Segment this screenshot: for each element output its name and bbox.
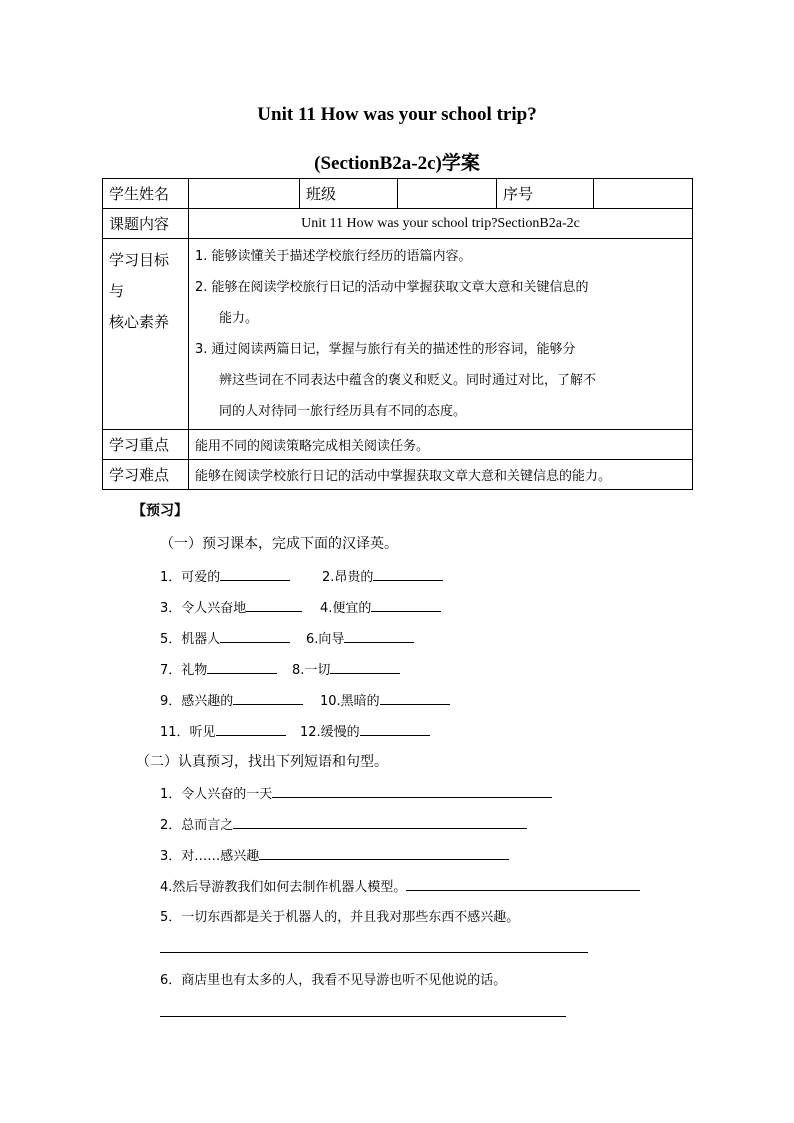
answer-line[interactable] xyxy=(160,1016,566,1017)
objective-line: 1. 能够读懂关于描述学校旅行经历的语篇内容。 xyxy=(195,249,472,264)
answer-blank[interactable] xyxy=(373,565,443,581)
vocab-item: 1．可爱的 xyxy=(160,565,290,585)
page-subtitle: (SectionB2a-2c)学案 xyxy=(314,153,480,174)
answer-blank[interactable] xyxy=(233,813,527,829)
part2-title: （二）认真预习，找出下列短语和句型。 xyxy=(136,754,388,770)
phrase-item: 4.然后导游教我们如何去制作机器人模型。 xyxy=(160,875,640,895)
objectives-list xyxy=(189,239,693,430)
part1-title: （一）预习课本，完成下面的汉译英。 xyxy=(160,536,398,552)
vocab-item: 9．感兴趣的 xyxy=(160,689,303,709)
answer-blank[interactable] xyxy=(207,658,277,674)
answer-blank[interactable] xyxy=(220,565,290,581)
phrase-item: 6．商店里也有太多的人，我看不见导游也听不见他说的话。 xyxy=(160,973,507,988)
vocab-item: 5．机器人 xyxy=(160,627,290,647)
vocab-item: 10.黑暗的 xyxy=(320,689,450,709)
vocab-item: 4.便宜的 xyxy=(320,596,441,616)
answer-blank[interactable] xyxy=(233,689,303,705)
answer-blank[interactable] xyxy=(344,627,414,643)
key-points-row xyxy=(103,430,693,460)
objective-line: 辨这些词在不同表达中蕴含的褒义和贬义。同时通过对比，了解不 xyxy=(219,373,597,388)
objectives-label-line3: 核心素养 xyxy=(109,313,170,331)
vocab-item: 3．令人兴奋地 xyxy=(160,596,302,616)
class-field[interactable] xyxy=(398,179,497,209)
student-info-row xyxy=(103,179,693,209)
topic-label: 课题内容 xyxy=(103,209,189,239)
objective-line: 同的人对待同一旅行经历具有不同的态度。 xyxy=(219,404,467,419)
vocab-item: 2.昂贵的 xyxy=(322,565,443,585)
vocab-item: 11．听见 xyxy=(160,720,286,740)
answer-blank[interactable] xyxy=(246,596,302,612)
difficulty-label: 学习难点 xyxy=(103,460,189,490)
vocab-item: 8.一切 xyxy=(292,658,400,678)
answer-line[interactable] xyxy=(160,952,588,953)
phrase-item: 2．总而言之 xyxy=(160,813,527,833)
class-label: 班级 xyxy=(300,179,398,209)
key-points-value: 能用不同的阅读策略完成相关阅读任务。 xyxy=(189,430,693,460)
answer-blank[interactable] xyxy=(272,782,552,798)
topic-value: Unit 11 How was your school trip?SectionB2a-2c xyxy=(189,209,693,239)
vocab-item: 7．礼物 xyxy=(160,658,277,678)
phrase-item: 5．一切东西都是关于机器人的，并且我对那些东西不感兴趣。 xyxy=(160,910,520,925)
seat-label: 序号 xyxy=(497,179,594,209)
answer-blank[interactable] xyxy=(220,627,290,643)
page-title: Unit 11 How was your school trip? xyxy=(257,104,537,125)
student-name-label: 学生姓名 xyxy=(103,179,189,209)
objective-line: 2. 能够在阅读学校旅行日记的活动中掌握获取文章大意和关键信息的 xyxy=(195,280,589,295)
objectives-label-line2: 与 xyxy=(109,282,125,300)
vocab-item: 12.缓慢的 xyxy=(300,720,430,740)
phrase-item: 3．对……感兴趣 xyxy=(160,844,509,864)
objectives-row xyxy=(103,239,693,430)
objectives-label xyxy=(103,239,189,430)
student-name-field[interactable] xyxy=(189,179,300,209)
objective-line: 能力。 xyxy=(219,311,259,326)
topic-row xyxy=(103,209,693,239)
answer-blank[interactable] xyxy=(380,689,450,705)
answer-blank[interactable] xyxy=(360,720,430,736)
answer-blank[interactable] xyxy=(371,596,441,612)
vocab-item: 6.向导 xyxy=(306,627,414,647)
answer-blank[interactable] xyxy=(259,844,509,860)
answer-blank[interactable] xyxy=(330,658,400,674)
difficulty-value: 能够在阅读学校旅行日记的活动中掌握获取文章大意和关键信息的能力。 xyxy=(189,460,693,490)
info-table xyxy=(102,178,693,490)
answer-blank[interactable] xyxy=(216,720,286,736)
key-points-label: 学习重点 xyxy=(103,430,189,460)
objective-line: 3. 通过阅读两篇日记，掌握与旅行有关的描述性的形容词，能够分 xyxy=(195,342,576,357)
phrase-item: 1．令人兴奋的一天 xyxy=(160,782,552,802)
seat-field[interactable] xyxy=(594,179,693,209)
difficulty-row xyxy=(103,460,693,490)
objectives-label-line1: 学习目标 xyxy=(109,251,170,269)
preview-heading: 【预习】 xyxy=(132,503,188,519)
answer-blank[interactable] xyxy=(406,875,640,891)
